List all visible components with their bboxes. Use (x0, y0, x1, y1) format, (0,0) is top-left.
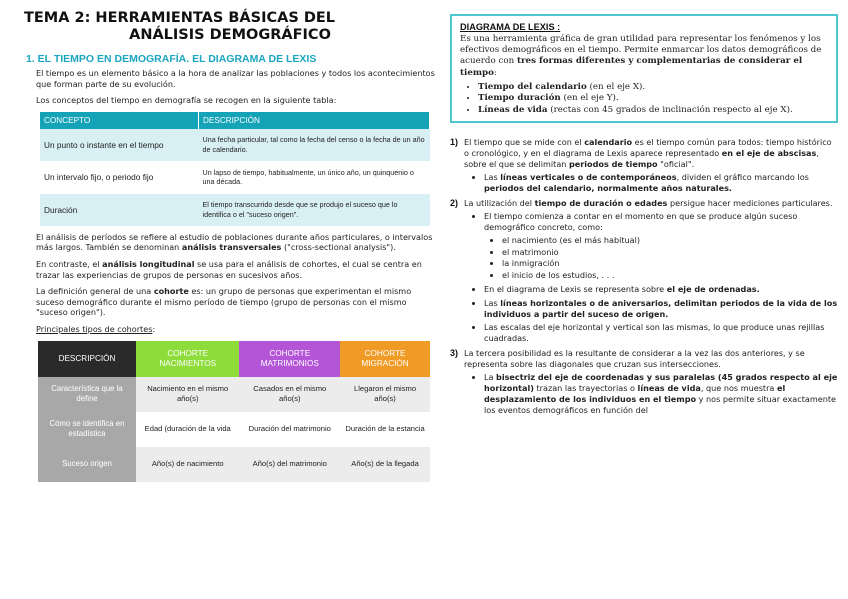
description-cell: El tiempo transcurrido desde que se produjo el suceso que lo identifica o el "suceso origen". (199, 194, 430, 226)
right-column (450, 14, 838, 419)
table-cell: Duración del matrimonio (239, 412, 340, 447)
diagonal-bullets (450, 372, 838, 415)
table-row (40, 194, 430, 226)
intro-paragraph: El tiempo es un elemento básico a la hora de analizar las poblaciones y todos los acontecimientos que forman parte de su evolución. (36, 68, 435, 89)
list-item: • Tiempo duración (en el eje Y). (478, 93, 828, 105)
births-cohort-header: COHORTE NACIMIENTOS (136, 341, 239, 377)
list-item: • el nacimiento (es el más habitual) (502, 235, 838, 246)
list-item: • En el diagrama de Lexis se representa sobre el eje de ordenadas. (484, 284, 838, 295)
marriages-cohort-header: COHORTE MATRIMONIOS (239, 341, 340, 377)
calendar-time-item: 1) El tiempo que se mide con el calendario es el tiempo común para todos: tiempo histórico o cronológico, y en el diagrama de Lexis aparece representado en el eje de abscisas, sobre el que se delimitan periodos de tiempo "oficial". (450, 137, 832, 169)
concept-header: CONCEPTO (40, 112, 199, 129)
duration-time-item: 2) La utilización del tiempo de duración o edades persigue hacer mediciones particulares. (450, 197, 833, 208)
title-line-1: TEMA 2: HERRAMIENTAS BÁSICAS DEL (24, 10, 336, 26)
list-item: • Las líneas verticales o de contemporáneos, dividen el gráfico marcando los periodos del calendario, normalmente años naturales. (484, 172, 838, 194)
page-title (24, 10, 436, 44)
description-column-header: DESCRIPCIÓN (38, 341, 136, 377)
table-cell: Año(s) de la llegada (340, 447, 430, 482)
table-row (40, 161, 430, 194)
list-item: • El tiempo comienza a contar en el momento en que se produce algún suceso demográfico concreto, como: • el nacimiento (es el más habitual) • el matrimonio • la inmigración • el inicio de los estudios, . . . (484, 211, 838, 281)
table-row (38, 447, 430, 482)
list-item: • Las líneas horizontales o de aniversarios, delimitan periodos de la vida de los individuos a partir del suceso de origen. (484, 298, 838, 320)
list-item: • el inicio de los estudios, . . . (502, 270, 838, 281)
table-cell: Edad (duración de la vida (136, 412, 239, 447)
periods-paragraph: El análisis de períodos se refiere al estudio de poblaciones durante años particulares, o intervalos más largos. También se denominan análisis transversales ("cross-sectional analysis"). (36, 231, 433, 253)
section-heading: 1. EL TIEMPO EN DEMOGRAFÍA. EL DIAGRAMA DE LEXIS (26, 53, 317, 65)
table-cell: Casados en el mismo año(s) (239, 377, 340, 412)
table-intro: Los conceptos del tiempo en demografía se recogen en la siguiente tabla: (36, 95, 337, 106)
row-header: Suceso origen (38, 447, 136, 482)
concept-table (40, 112, 430, 226)
list-item: • Líneas de vida (rectas con 45 grados de inclinación respecto al eje X). (478, 105, 828, 117)
duration-bullets (450, 211, 838, 344)
cohort-table (38, 341, 430, 482)
list-item: • Tiempo del calendario (en el eje X). (478, 82, 828, 94)
migration-cohort-header: COHORTE MIGRACIÓN (340, 341, 430, 377)
table-row (38, 377, 430, 412)
row-header: Cómo se identifica en estadística (38, 412, 136, 447)
diagonal-time-item: 3) La tercera posibilidad es la resultante de considerar a la vez las dos anteriores, y se representa sobre las diagonales que cruzan sus intersecciones. (450, 348, 805, 369)
left-column (24, 10, 436, 482)
table-row (40, 129, 430, 161)
list-item: • La bisectriz del eje de coordenadas y sus paralelas (45 grados respecto al eje horizontal) trazan las trayectorias o líneas de vida, que nos muestra el desplazamiento de los individuos en el tiempo y nos permite situar exactamente los eventos demográficos en función del (484, 372, 838, 415)
table-cell: Año(s) de nacimiento (136, 447, 239, 482)
list-item: • el matrimonio (502, 247, 838, 258)
concept-cell: Duración (40, 194, 199, 226)
row-header: Característica que la define (38, 377, 136, 412)
description-cell: Una fecha particular, tal como la fecha del censo o la fecha de un año de calendario. (199, 129, 430, 161)
table-cell: Nacimiento en el mismo año(s) (136, 377, 239, 412)
list-item: • la inmigración (502, 258, 838, 269)
table-cell: Duración de la estancia (340, 412, 430, 447)
table-row (38, 412, 430, 447)
description-cell: Un lapso de tiempo, habitualmente, un único año, un quinquenio o una década. (199, 161, 430, 194)
concept-cell: Un punto o instante en el tiempo (40, 129, 199, 161)
lexis-bullets (460, 82, 828, 117)
event-examples (484, 235, 838, 281)
lexis-description: Es una herramienta gráfica de gran utilidad para representar los fenómenos y los efectivos demográficos en el tiempo. Permite enmarcar los datos demográficos de acuerdo con tres formas diferentes y complementarias de considerar el tiempo: (460, 34, 822, 78)
cohort-types-label: Principales tipos de cohortes: (36, 323, 156, 334)
longitudinal-paragraph: En contraste, el análisis longitudinal se usa para el análisis de cohortes, el cual se centra en trazar las experiencias de grupos de personas en sucesivos años. (36, 258, 422, 280)
cohort-definition: La definición general de una cohorte es: un grupo de personas que experimentan el mismo suceso demográfico durante el mismo período de tiempo (grupo de personas con el mismo "suceso origen"). (36, 286, 412, 318)
calendar-bullets (450, 172, 838, 194)
lexis-heading: DIAGRAMA DE LEXIS : (460, 22, 561, 32)
list-item: • Las escalas del eje horizontal y vertical son las mismas, lo que produce unas rejillas cuadradas. (484, 322, 838, 344)
description-header: DESCRIPCIÓN (199, 112, 430, 129)
table-cell: Año(s) del matrimonio (239, 447, 340, 482)
table-cell: Llegaron el mismo año(s) (340, 377, 430, 412)
lexis-diagram-box (450, 14, 838, 123)
title-line-2: ANÁLISIS DEMOGRÁFICO (129, 27, 331, 43)
concept-cell: Un intervalo fijo, o periodo fijo (40, 161, 199, 194)
